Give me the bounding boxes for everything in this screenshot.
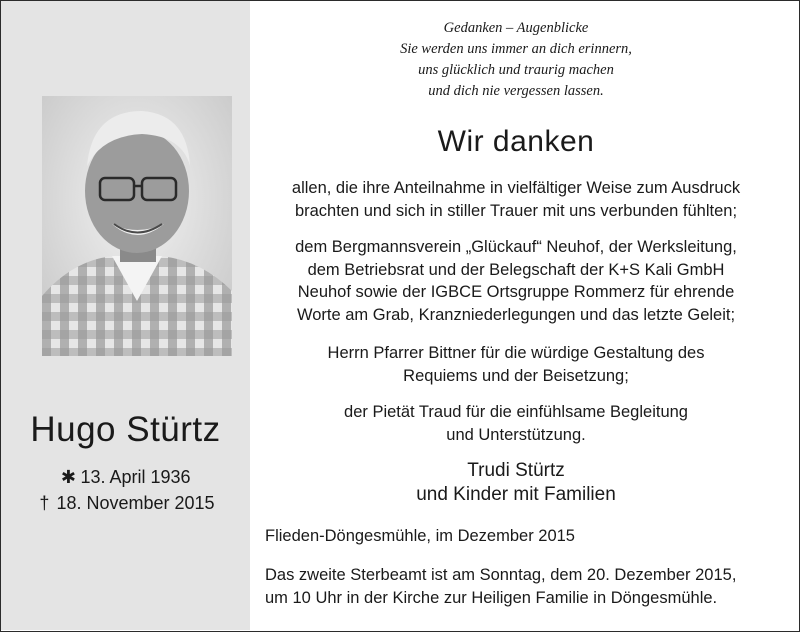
birth-star-icon: ✱ <box>60 467 76 487</box>
signature-line: Trudi Stürtz <box>467 460 565 481</box>
thanks-paragraph <box>262 236 770 326</box>
paragraph-line: dem Bergmannsverein „Glückauf“ Neuhof, der Werksleitung, <box>295 238 737 256</box>
poem-line: und dich nie vergessen lassen. <box>428 83 604 99</box>
thanks-paragraph <box>262 401 770 446</box>
death-cross-icon: † <box>39 493 50 513</box>
service-line: um 10 Uhr in der Kirche zur Heiligen Familie in Döngesmühle. <box>265 588 718 607</box>
paragraph-line: dem Betriebsrat und der Belegschaft der K+S Kali GmbH <box>307 260 725 279</box>
paragraph-line: Requiems und der Beisetzung; <box>403 366 629 385</box>
portrait-illustration <box>42 96 232 356</box>
birth-date: 13. April 1936 <box>80 467 191 487</box>
place-date: Flieden-Döngesmühle, im Dezember 2015 <box>265 527 575 545</box>
death-line <box>1 490 250 516</box>
poem-line: Gedanken – Augenblicke <box>443 20 589 36</box>
thanks-paragraph <box>262 342 770 387</box>
service-info <box>265 564 785 609</box>
paragraph-line: brachten und sich in stiller Trauer mit uns verbunden fühlten; <box>294 201 738 220</box>
paragraph-line: Herrn Pfarrer Bittner für die würdige Gestaltung des <box>327 344 705 362</box>
death-date: 18. November 2015 <box>56 493 215 513</box>
poem <box>262 18 770 102</box>
thanks-paragraph <box>262 177 770 222</box>
thanks-heading: Wir danken <box>437 125 595 158</box>
paragraph-line: Worte am Grab, Kranzniederlegungen und das letzte Geleit; <box>296 305 736 324</box>
signature-line: und Kinder mit Familien <box>416 484 616 505</box>
birth-line <box>1 464 250 490</box>
service-line: Das zweite Sterbeamt ist am Sonntag, dem 20. Dezember 2015, <box>265 566 737 584</box>
paragraph-line: und Unterstützung. <box>446 425 586 444</box>
deceased-name: Hugo Stürtz <box>30 410 221 449</box>
paragraph-line: der Pietät Traud für die einfühlsame Begleitung <box>344 403 688 421</box>
portrait-photo <box>42 96 232 356</box>
poem-line: uns glücklich und traurig machen <box>418 62 614 78</box>
paragraph-line: allen, die ihre Anteilnahme in vielfältiger Weise zum Ausdruck <box>291 179 741 197</box>
poem-line: Sie werden uns immer an dich erinnern, <box>400 41 632 57</box>
paragraph-line: Neuhof sowie der IGBCE Ortsgruppe Rommerz für ehrende <box>297 283 735 301</box>
signature <box>262 459 770 507</box>
